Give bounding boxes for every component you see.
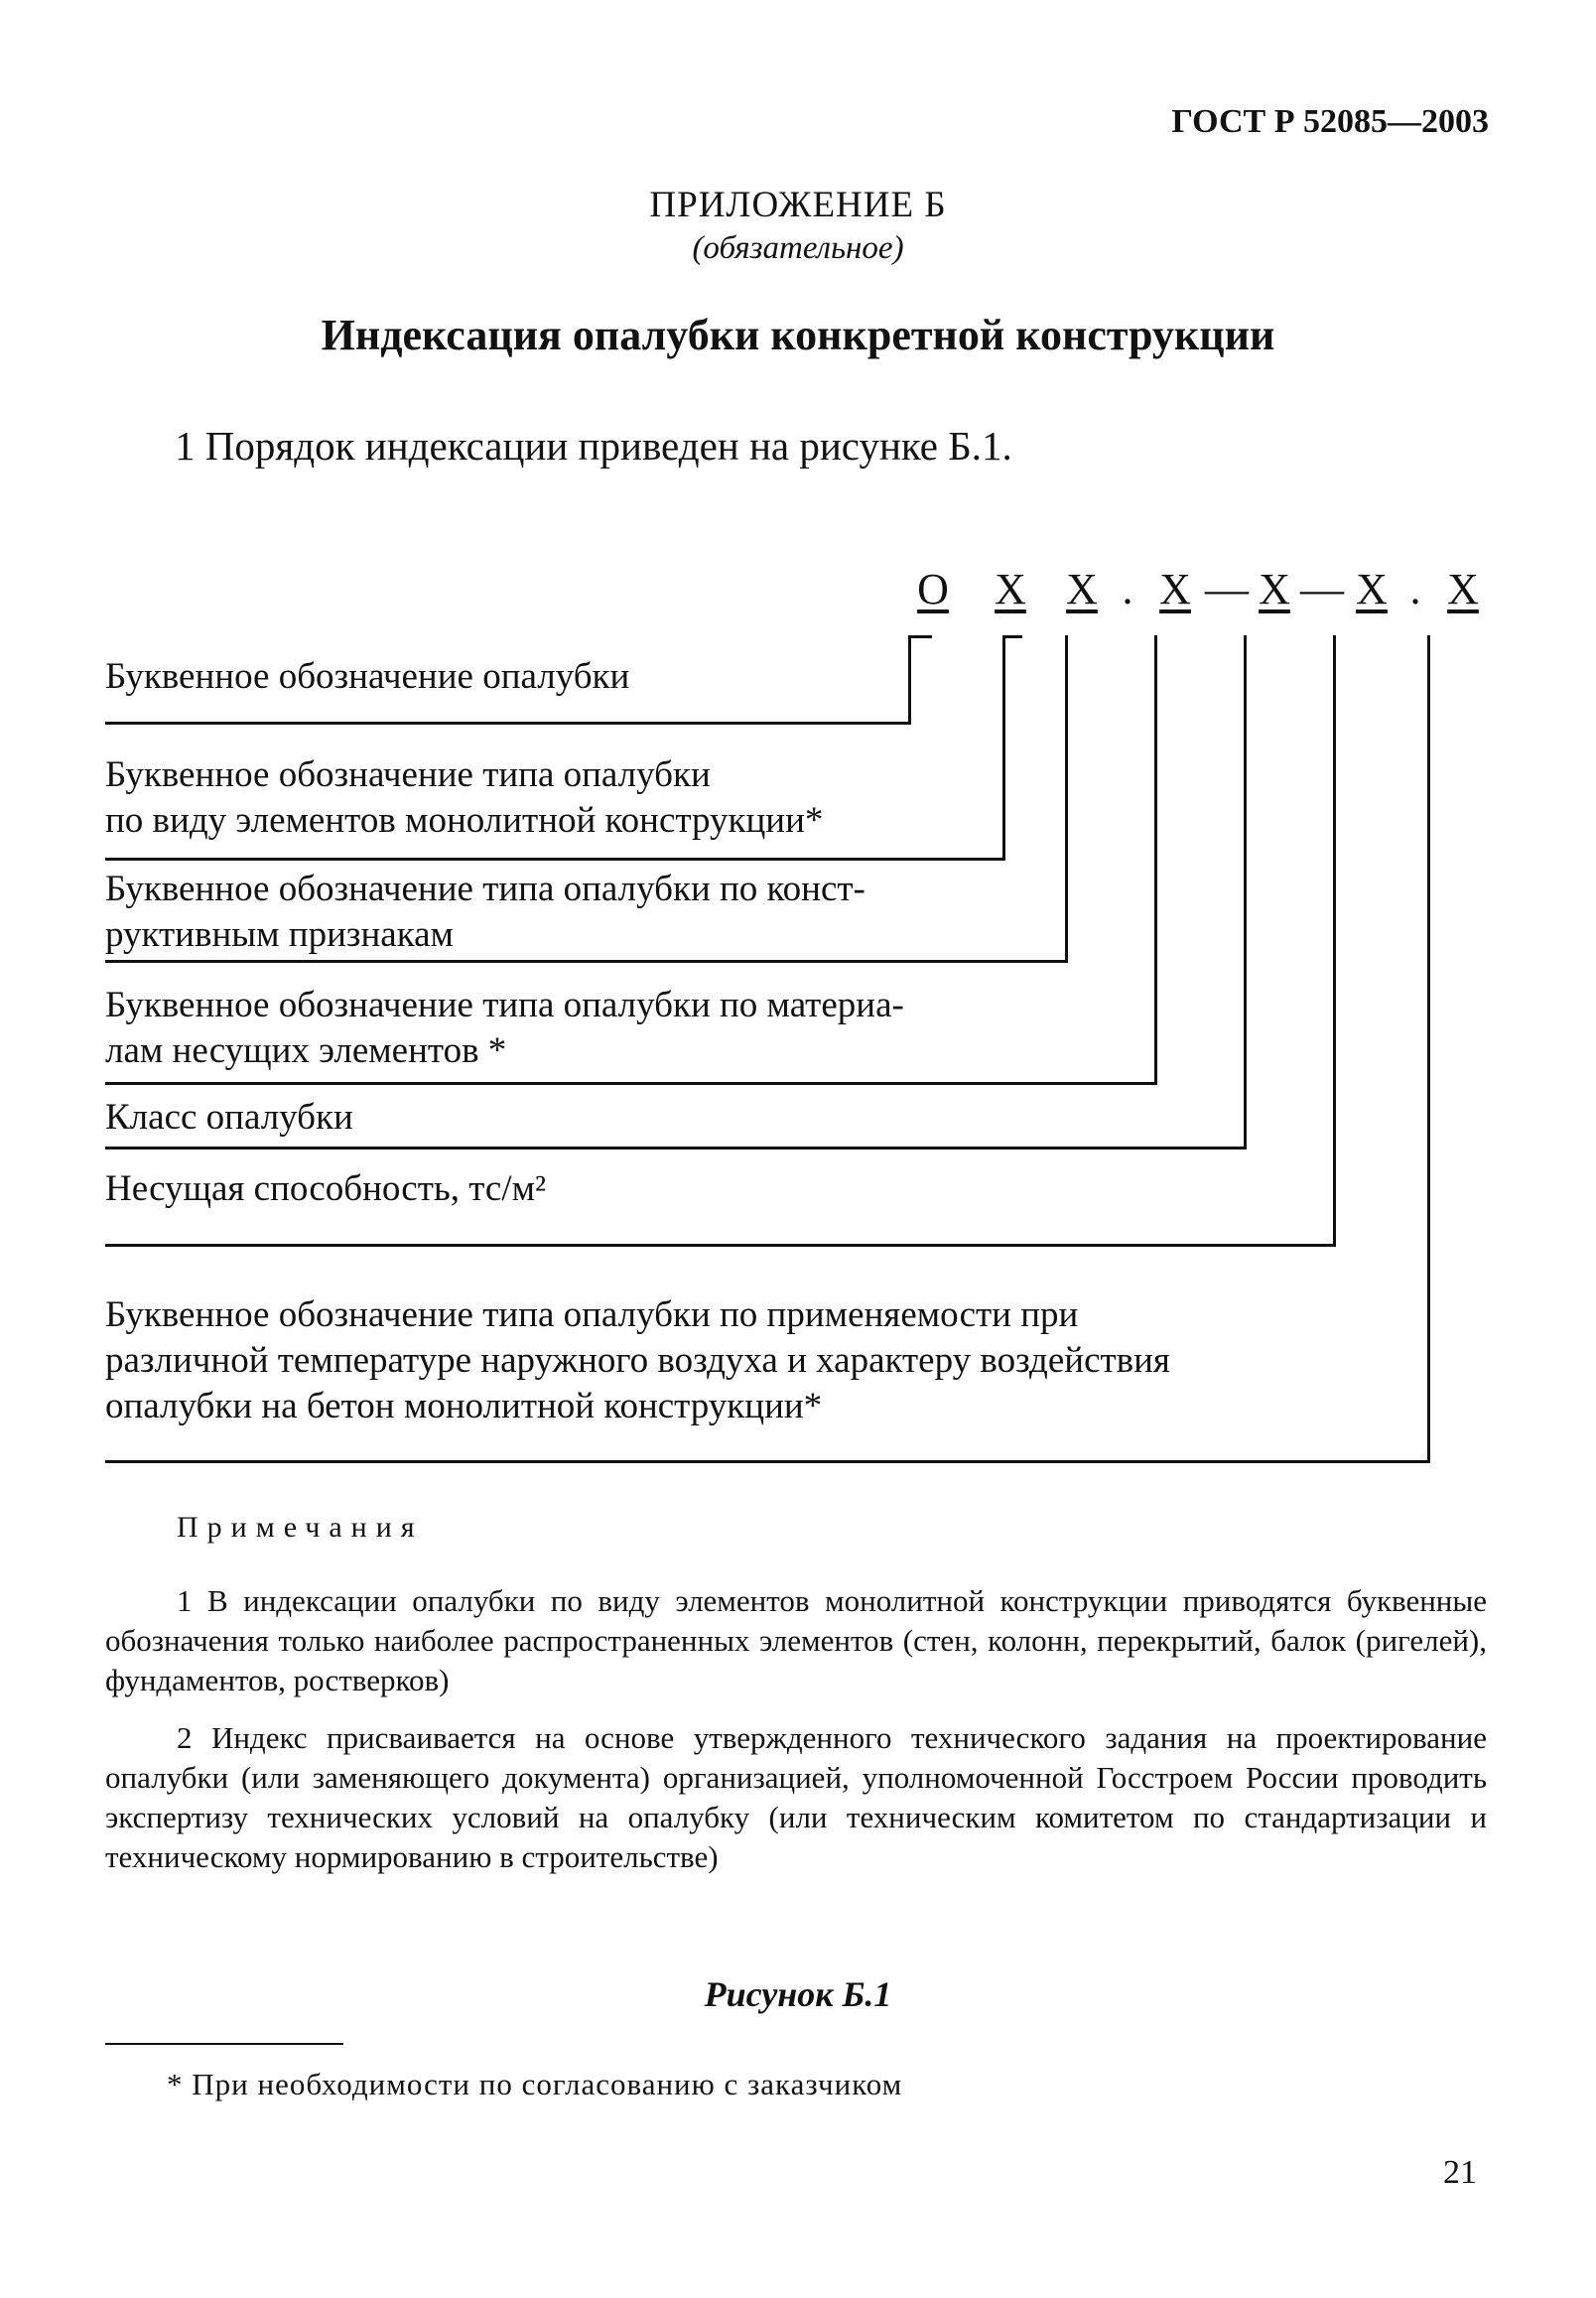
label-line: лам несущих элементов * [105,1030,507,1071]
connector-vertical [1002,635,1005,861]
scheme-char: . [1409,565,1421,613]
label-line: по виду элементов монолитной конструкции* [105,800,824,841]
scheme-char: Х [1447,565,1479,613]
connector-hook [908,635,932,638]
notes-heading: Примечания [177,1511,424,1544]
label-type-by-elements [105,752,823,844]
connector-horizontal [105,1147,1247,1149]
connector-horizontal [105,960,1068,963]
label-line: Буквенное обозначение типа опалубки по материа- [105,985,904,1025]
scheme-char: — [1205,565,1249,613]
note-item: 2 Индекс присваивается на основе утвержденного технического задания на проектирование опалубки (или заменяющего документа) организацией, уполномоченной Госстроем России проводить экспертизу технических условий на опалубку (или техническим комитетом по стандартизации и техническому нормированию в строительстве) [105,1720,1487,1874]
connector-vertical [1065,635,1068,963]
scheme-char: Х [1159,565,1191,613]
note-item: 1 В индексации опалубки по виду элементов монолитной конструкции приводятся буквенные обозначения только наиболее распространенных элементов (стен, колонн, перекрытий, балок (ригелей), фундаментов, ростверков) [105,1583,1487,1697]
connector-hook [1002,635,1022,638]
label-line: опалубки на бетон монолитной конструкции* [105,1386,823,1426]
appendix-title: Индексация опалубки конкретной конструкции [321,311,1275,359]
label-formwork-class [105,1095,353,1141]
page-number: 21 [1443,2154,1477,2191]
connector-vertical [1154,635,1157,1085]
label-line: Буквенное обозначение типа опалубки по применяемости при [105,1294,1079,1335]
scheme-char: — [1300,565,1344,613]
connector-horizontal [105,1082,1157,1085]
label-line: различной температуре наружного воздуха и характеру воздействия [105,1340,1170,1381]
label-formwork-letter [105,654,629,700]
connector-horizontal [105,722,911,725]
scheme-char: Х [1066,565,1098,613]
appendix-label: ПРИЛОЖЕНИЕ Б [649,185,947,225]
standard-code: ГОСТ Р 52085—2003 [1171,103,1489,140]
scheme-char: Х [1356,565,1388,613]
label-line: Буквенное обозначение типа опалубки [105,754,711,795]
connector-vertical [1244,635,1247,1149]
intro-paragraph: 1 Порядок индексации приведен на рисунке Б.1. [175,423,1012,469]
scheme-char: . [1122,565,1133,613]
label-line: Несущая способность, тс/м² [105,1168,547,1209]
connector-vertical [1427,635,1430,1463]
footnote-rule [105,2043,343,2045]
scheme-char: Х [1259,565,1290,613]
footnote: * При необходимости по согласованию с заказчиком [167,2067,903,2101]
label-type-by-material [105,983,904,1074]
figure-caption: Рисунок Б.1 [704,1974,892,2014]
connector-vertical [908,635,911,725]
label-type-by-applicability [105,1292,1170,1429]
connector-vertical [1333,635,1336,1247]
label-bearing-capacity [105,1166,546,1212]
scheme-char: О [917,565,949,613]
connector-horizontal [105,1244,1336,1247]
label-line: Буквенное обозначение опалубки [105,656,630,697]
label-line: Буквенное обозначение типа опалубки по конст- [105,869,865,909]
label-line: Класс опалубки [105,1097,353,1138]
scheme-char: Х [995,565,1026,613]
connector-horizontal [105,858,1005,861]
label-line: руктивным признакам [105,914,454,955]
label-type-by-design [105,867,865,958]
appendix-status: (обязательное) [692,230,904,266]
connector-horizontal [105,1460,1430,1463]
